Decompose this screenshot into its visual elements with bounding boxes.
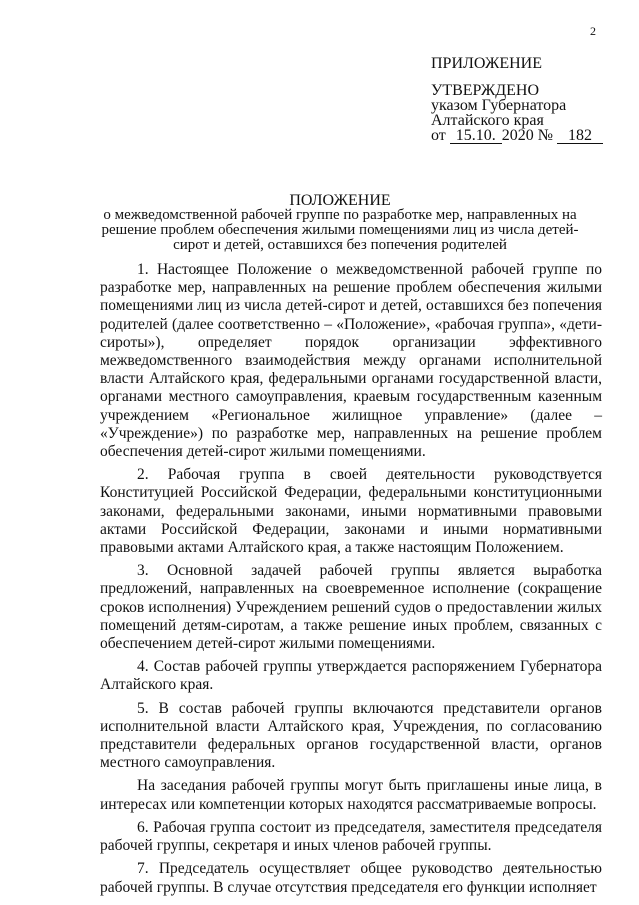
decree-line: указом Губернатора: [431, 97, 567, 114]
paragraph-3: 3. Основной задачей рабочей группы является выработка предложений, направленных на своевременное исполнение (сокращение сроков исполнения) Учреждением решений судов о предоставлении жилых помещений детям-сиротам, а также решение иных проблем, связанных с обеспечением детей-сирот жилыми помещениями.: [100, 562, 602, 653]
decree-date: 15.10.: [450, 129, 502, 144]
date-number-line: [431, 128, 603, 144]
decree-year: 2020: [501, 127, 534, 144]
paragraph-2: 2. Рабочая группа в своей деятельности руководствуется Конституцией Российской Федерации, федеральными конституционными законами, федеральными законами, иными нормативными правовыми актами Российской Федерации, законами и иными нормативными правовыми актами Алтайского края, а также настоящим Положением.: [100, 466, 602, 557]
paragraph-7: 7. Председатель осуществляет общее руководство деятельностью рабочей группы. В случае отсутствия председателя его функции исполняет: [100, 860, 602, 896]
approved-label: УТВЕРЖДЕНО: [431, 82, 540, 99]
paragraph-4: 4. Состав рабочей группы утверждается распоряжением Губернатора Алтайского края.: [100, 658, 602, 694]
title-subtitle: о межведомственной рабочей группе по разработке мер, направленных на решение проблем обеспечения жилыми помещениями лиц из числа детей-сирот и детей, оставшихся без попечения родителей: [101, 207, 579, 253]
number-label: №: [537, 127, 554, 144]
from-label: от: [431, 127, 446, 144]
document-title: [90, 193, 590, 253]
approval-stamp: [431, 56, 603, 144]
paragraph-5: 5. В состав рабочей группы включаются представители органов исполнительной власти Алтайского края, Учреждения, по согласованию представители федеральных органов государственной власти, органов местного самоуправления.: [100, 699, 602, 772]
appendix-label: ПРИЛОЖЕНИЕ: [431, 55, 543, 72]
document-body: [100, 261, 602, 902]
paragraph-5-note: На заседания рабочей группы могут быть приглашены иные лица, в интересах или компетенции которых находятся рассматриваемые вопросы.: [100, 777, 602, 813]
title-heading: ПОЛОЖЕНИЕ: [289, 192, 391, 209]
paragraph-6: 6. Рабочая группа состоит из председателя, заместителя председателя рабочей группы, секретаря и иных членов рабочей группы.: [100, 818, 602, 855]
decree-number: 182: [557, 129, 603, 144]
page-number: 2: [590, 24, 596, 38]
region-line: Алтайского края: [431, 112, 544, 129]
paragraph-1: 1. Настоящее Положение о межведомственной рабочей группе по разработке мер, направленных на решение проблем обеспечения жилыми помещениями лиц из числа детей-сирот и детей, оставшихся без попечения родителей (далее соответственно – «Положение», «рабочая группа», «дети-сироты»), определяет порядок организации эффективного межведомственного взаимодействия между органами исполнительной власти Алтайского края, федеральными органами государственной власти, органами местного самоуправления, краевым государственным казенным учреждением «Региональное жилищное управление» (далее – «Учреждение») по разработке мер, направленных на решение проблем обеспечения детей-сирот жилыми помещениями.: [100, 261, 602, 461]
